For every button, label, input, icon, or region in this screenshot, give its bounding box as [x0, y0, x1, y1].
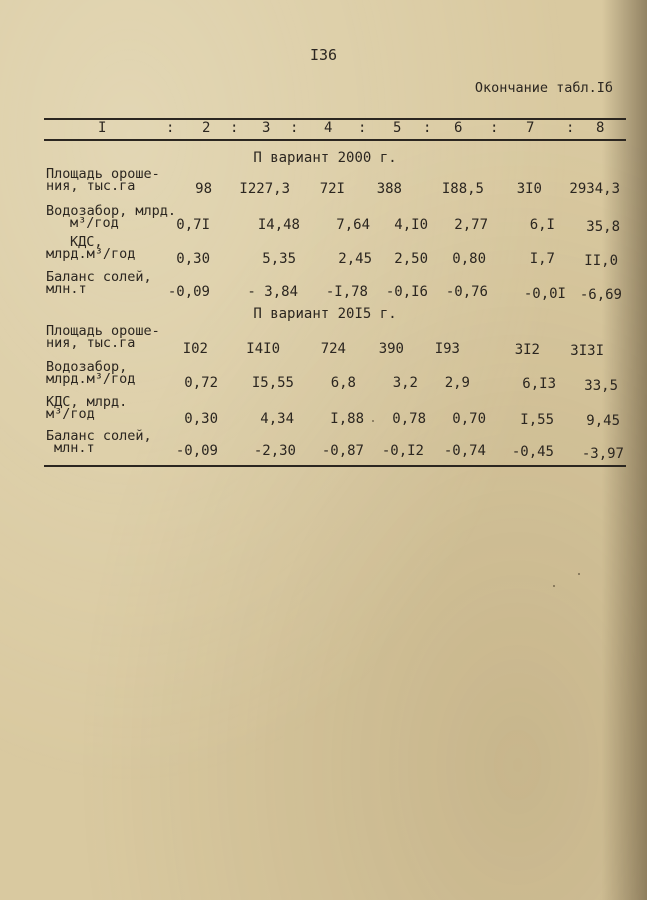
table-bottom-rule: [44, 465, 626, 467]
table-cell: 3I3I: [570, 343, 604, 359]
table-cell: 33,5: [584, 378, 618, 394]
table-cell: 0,30: [176, 251, 210, 267]
column-separator: :: [166, 120, 175, 136]
table-cell: 0,80: [452, 251, 486, 267]
table-cell: 9,45: [586, 413, 620, 429]
table-cell: -0,09: [175, 443, 218, 459]
column-header: 3: [262, 120, 271, 136]
table-cell: 2,9: [444, 375, 470, 391]
column-header: 5: [393, 120, 402, 136]
table-cell: I93: [434, 341, 460, 357]
table-cell: I,7: [529, 251, 555, 267]
table-header-rule: [44, 139, 626, 141]
section-title: П вариант 20I5 г.: [253, 306, 397, 322]
table-cell: 0,70: [452, 411, 486, 427]
table-cell: 3I2: [514, 342, 540, 358]
table-cell: -0,I2: [381, 443, 424, 459]
table-cell: 35,8: [586, 219, 620, 235]
table-cell: 7,64: [336, 217, 370, 233]
table-cell: I88,5: [441, 181, 484, 197]
table-cell: I02: [182, 341, 208, 357]
table-cell: I4,48: [257, 217, 300, 233]
paper-speck: [372, 420, 374, 422]
table-cell: -0,74: [443, 443, 486, 459]
table-cell: 2,50: [394, 251, 428, 267]
table-cell: II,0: [584, 253, 618, 269]
column-separator: :: [490, 120, 499, 136]
row-label: Водозабор, млрд. м³/год: [46, 203, 177, 231]
column-separator: :: [290, 120, 299, 136]
table-cell: 0,78: [392, 411, 426, 427]
table-caption: Окончание табл.Iб: [474, 80, 613, 96]
column-header: 7: [526, 120, 535, 136]
table-cell: 98: [195, 181, 212, 197]
table-cell: -0,09: [167, 284, 210, 300]
column-separator: :: [358, 120, 367, 136]
column-header: I: [98, 120, 107, 136]
table-cell: 2934,3: [569, 181, 620, 197]
column-separator: :: [230, 120, 239, 136]
paper-speck: [553, 585, 555, 587]
table-cell: 4,34: [260, 411, 294, 427]
section-title: П вариант 2000 г.: [253, 150, 397, 166]
column-header: 8: [596, 120, 605, 136]
table-cell: -0,87: [321, 443, 364, 459]
table-cell: 6,8: [330, 375, 356, 391]
row-label: Водозабор, млрд.м³/год: [46, 359, 136, 387]
column-separator: :: [423, 120, 432, 136]
table-cell: -3,97: [581, 446, 624, 462]
column-header: 4: [324, 120, 333, 136]
column-header: 2: [202, 120, 211, 136]
row-label: Площадь ороше- ния, тыс.га: [46, 323, 160, 351]
table-cell: 4,I0: [394, 217, 428, 233]
table-cell: I4I0: [246, 341, 280, 357]
table-cell: -2,30: [253, 443, 296, 459]
table-cell: 6,I3: [522, 376, 556, 392]
table-cell: 724: [320, 341, 346, 357]
table-cell: I227,3: [239, 181, 290, 197]
table-cell: 2,45: [338, 251, 372, 267]
table-cell: -0,0I: [523, 286, 566, 302]
page-number: I36: [309, 46, 338, 64]
table-cell: 3,2: [392, 375, 418, 391]
table-cell: -6,69: [579, 287, 622, 303]
table-cell: 0,72: [184, 375, 218, 391]
row-label: Баланс солей, млн.т: [46, 428, 152, 456]
table-cell: -I,78: [325, 284, 368, 300]
table-cell: -0,I6: [385, 284, 428, 300]
column-separator: :: [566, 120, 575, 136]
column-header-row: [44, 120, 626, 138]
table-cell: 388: [376, 181, 402, 197]
table-cell: - 3,84: [247, 284, 298, 300]
table-cell: 5,35: [262, 251, 296, 267]
table-cell: 0,30: [184, 411, 218, 427]
table-cell: 0,7I: [176, 217, 210, 233]
table-cell: 6,I: [529, 217, 555, 233]
table-cell: I,88: [330, 411, 364, 427]
row-label: КДС, млрд.м³/год: [46, 234, 136, 262]
table-cell: 2,77: [454, 217, 488, 233]
table-cell: 72I: [319, 181, 345, 197]
paper-speck: [578, 573, 580, 575]
table-cell: -0,45: [511, 444, 554, 460]
row-label: Площадь ороше- ния, тыс.га: [46, 166, 160, 194]
table-cell: -0,76: [445, 284, 488, 300]
column-header: 6: [454, 120, 463, 136]
row-label: КДС, млрд. м³/год: [46, 394, 128, 422]
table-cell: 390: [378, 341, 404, 357]
table-cell: I5,55: [251, 375, 294, 391]
table-cell: I,55: [520, 412, 554, 428]
table-cell: 3I0: [516, 181, 542, 197]
row-label: Баланс солей, млн.т: [46, 269, 152, 297]
